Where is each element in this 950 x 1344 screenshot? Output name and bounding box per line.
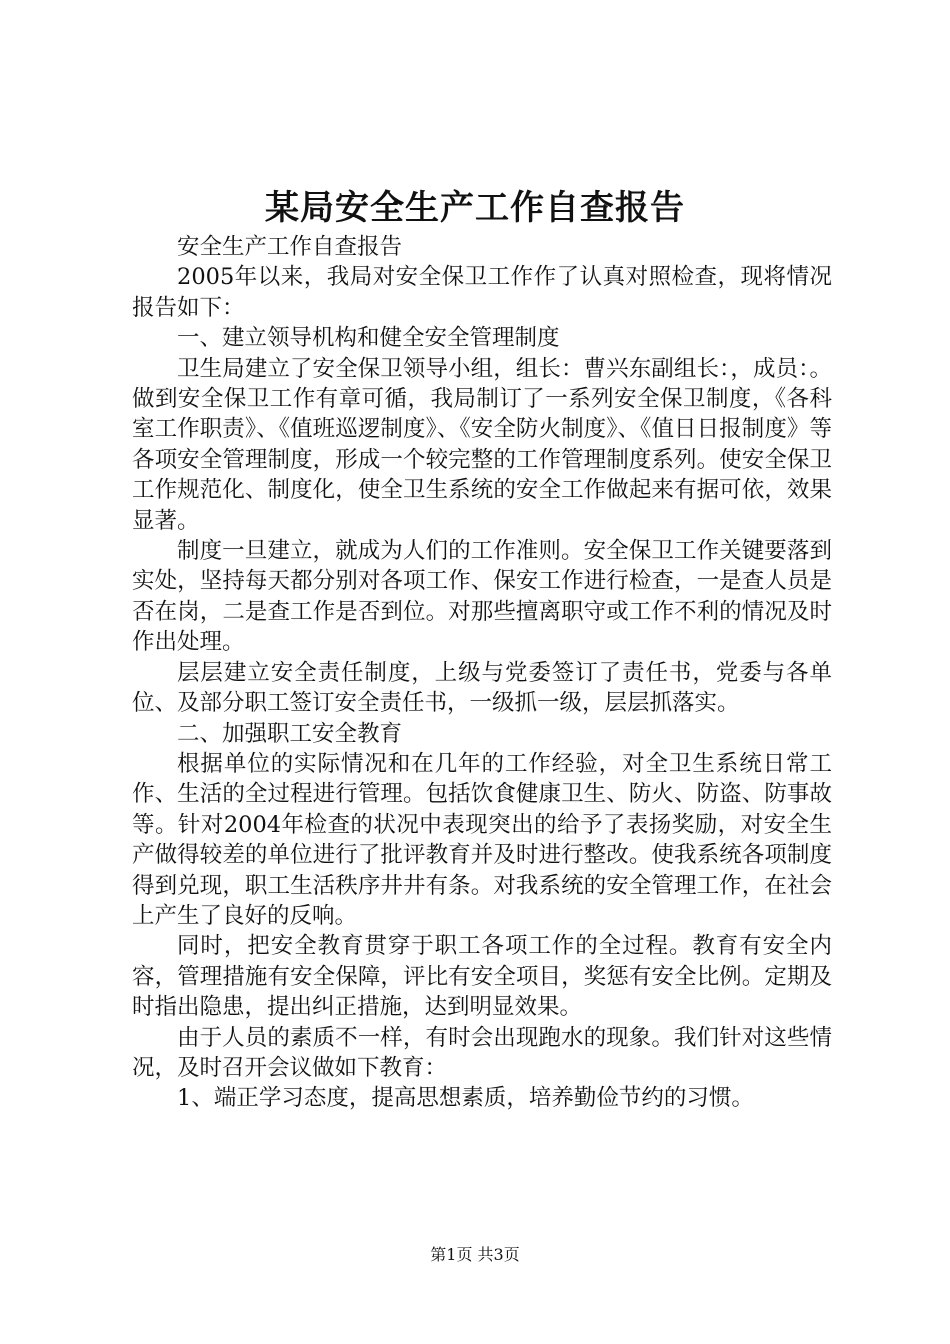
paragraph: 同时，把安全教育贯穿于职工各项工作的全过程。教育有安全内容，管理措施有安全保障，评比有安全项目，奖惩有安全比例。定期及时指出隐患，提出纠正措施，达到明显效果。 bbox=[132, 933, 832, 1021]
paragraph: 卫生局建立了安全保卫领导小组，组长：曹兴东副组长：，成员：。做到安全保卫工作有章可循，我局制订了一系列安全保卫制度，《各科室工作职责》、《值班巡逻制度》、《安全防火制度》、《值日日报制度》等各项安全管理制度，形成一个较完整的工作管理制度系列。使安全保卫工作规范化、制度化，使全卫生系统的安全工作做起来有据可依，效果显著。 bbox=[132, 355, 832, 534]
paragraph-intro: 2005年以来，我局对安全保卫工作作了认真对照检查，现将情况报告如下： bbox=[132, 264, 832, 321]
section-heading-1: 一、建立领导机构和健全安全管理制度 bbox=[177, 325, 560, 352]
paragraph: 制度一旦建立，就成为人们的工作准则。安全保卫工作关键要落到实处，坚持每天都分别对各项工作、保安工作进行检查，一是查人员是否在岗，二是查工作是否到位。对那些擅离职守或工作不利的情况及时作出处理。 bbox=[132, 538, 832, 656]
document-title: 某局安全生产工作自查报告 bbox=[265, 188, 685, 228]
document-body bbox=[132, 232, 832, 1114]
page-number: 第1页 共3页 bbox=[430, 1245, 520, 1264]
paragraph: 层层建立安全责任制度，上级与党委签订了责任书，党委与各单位、及部分职工签订安全责任书，一级抓一级，层层抓落实。 bbox=[132, 659, 832, 717]
paragraph-heading: 安全生产工作自查报告 bbox=[177, 234, 403, 260]
section-heading-2: 二、加强职工安全教育 bbox=[177, 720, 403, 747]
paragraph: 由于人员的素质不一样，有时会出现跑水的现象。我们针对这些情况，及时召开会议做如下教育： bbox=[132, 1024, 832, 1081]
list-item: 1、端正学习态度，提高思想素质，培养勤俭节约的习惯。 bbox=[177, 1085, 754, 1112]
paragraph: 根据单位的实际情况和在几年的工作经验，对全卫生系统日常工作、生活的全过程进行管理。包括饮食健康卫生、防火、防盗、防事故等。针对2004年检查的状况中表现突出的给予了表扬奖励，对安全生产做得较差的单位进行了批评教育并及时进行整改。使我系统各项制度得到兑现，职工生活秩序井井有条。对我系统的安全管理工作，在社会上产生了良好的反响。 bbox=[132, 750, 832, 929]
